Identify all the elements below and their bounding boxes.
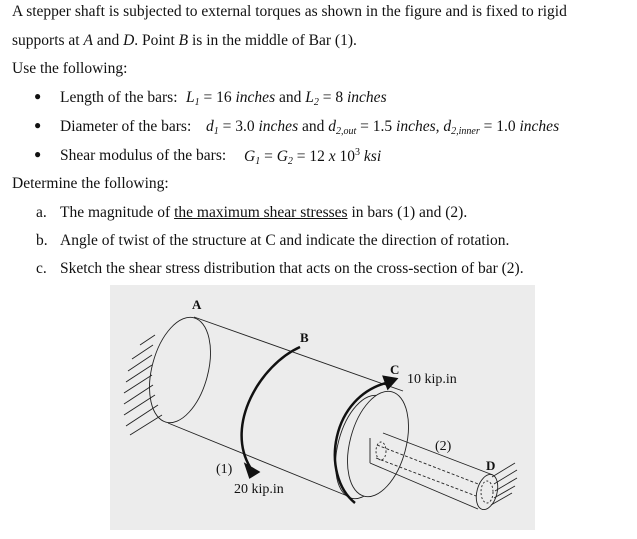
bar1-end-a — [139, 311, 221, 430]
label-point-d: D — [486, 458, 496, 473]
label-torque-c: 10 kip.in — [407, 372, 457, 387]
bullet-icon: ● — [34, 118, 42, 132]
intro-line-1: A stepper shaft is subjected to external torques as shown in the figure and is fixed to rigid — [12, 3, 567, 20]
intro-line-2: supports at A and D. Point B is in the middle of Bar (1). — [12, 32, 357, 49]
torque-b-arrow — [242, 347, 300, 467]
use-following: Use the following: — [12, 60, 128, 77]
bar2-end-d — [473, 472, 502, 512]
determine-heading: Determine the following: — [12, 175, 169, 192]
shaft-figure — [110, 285, 535, 530]
label-point-c: C — [390, 362, 400, 377]
fixed-support-a-hatching — [124, 335, 162, 435]
label-bar-1: (1) — [216, 462, 233, 477]
label-torque-b: 20 kip.in — [234, 482, 284, 497]
label-bar-2: (2) — [435, 439, 452, 454]
label-point-b: B — [300, 330, 309, 345]
bullet-icon: ● — [34, 147, 42, 161]
shaft-diagram — [110, 285, 535, 530]
label-point-a: A — [192, 297, 202, 312]
bullet-icon: ● — [34, 89, 42, 103]
